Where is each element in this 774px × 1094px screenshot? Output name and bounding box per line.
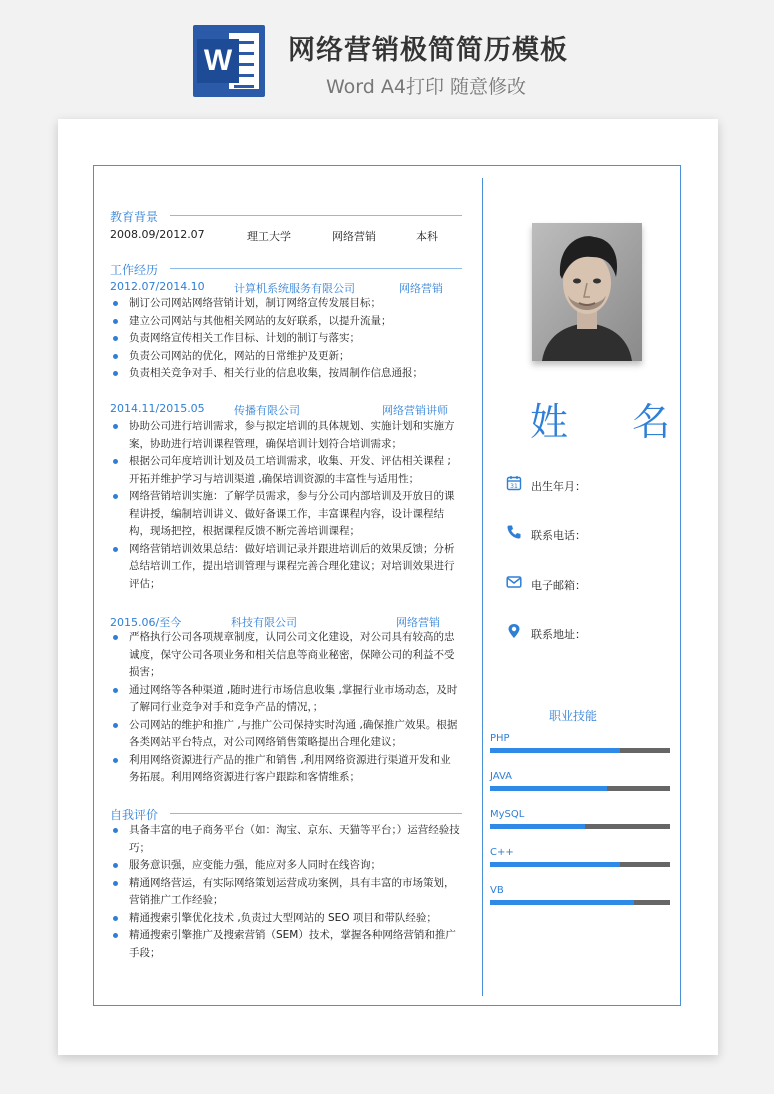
- list-item: 根据公司年度培训计划及员工培训需求，收集、开发、评估相关课程 ;开拓并维护学习与培训渠道 ,确保培训资源的丰富性与适用性；: [110, 453, 460, 488]
- svg-text:31: 31: [510, 483, 518, 490]
- list-item: 负责公司网站的优化，网站的日常维护及更新；: [110, 348, 460, 366]
- skill-bar: [490, 900, 670, 905]
- birth-date-label: 出生年月：: [531, 480, 586, 493]
- education-degree: 本科: [416, 230, 438, 243]
- work-title: 工作经历: [110, 263, 159, 277]
- list-item: 建立公司网站与其他相关网站的友好联系，以提升流量；: [110, 313, 460, 331]
- email-label: 电子邮箱：: [531, 579, 586, 592]
- skill-bar-fill: [490, 862, 620, 867]
- list-item: 精通搜索引擎优化技术 ,负责过大型网站的 SEO 项目和带队经验；: [110, 910, 460, 928]
- job-2-duties: [110, 418, 460, 593]
- job-2-period: 2014.11/2015.05: [110, 402, 205, 415]
- location-pin-icon: [506, 623, 522, 639]
- list-item: 公司网站的维护和推广 ,与推广公司保持实时沟通 ,确保推广效果。根据各类网站平台特点，对公司网络销售策略提出合理化建议；: [110, 717, 460, 752]
- skill-label: MySQL: [490, 809, 525, 820]
- job-3-period: 2015.06/至今: [110, 616, 182, 629]
- job-3-duties: [110, 629, 460, 787]
- list-item: 负责网络宣传相关工作目标、计划的制订与落实；: [110, 330, 460, 348]
- calendar-icon: [506, 475, 522, 491]
- template-title: 网络营销极简简历模板: [288, 35, 568, 66]
- job-1-company: 计算机系统服务有限公司: [234, 282, 355, 295]
- list-item: 制订公司网站网络营销计划，制订网络宣传发展目标；: [110, 295, 460, 313]
- address-label: 联系地址：: [531, 628, 586, 641]
- job-2-company: 传播有限公司: [234, 404, 300, 417]
- skill-bar-fill: [490, 824, 585, 829]
- column-divider: [482, 178, 483, 996]
- skill-label: PHP: [490, 733, 510, 744]
- education-title: 教育背景: [110, 210, 159, 224]
- self-eval-list: [110, 822, 460, 962]
- self-eval-title: 自我评价: [110, 808, 159, 822]
- self-eval-rule: [170, 813, 462, 814]
- template-subtitle: Word A4打印 随意修改: [326, 76, 527, 98]
- skill-bar: [490, 786, 670, 791]
- skills-title: 职业技能: [549, 709, 598, 723]
- profile-photo: [532, 223, 642, 361]
- job-3-position: 网络营销: [396, 616, 440, 629]
- list-item: 服务意识强，应变能力强，能应对多人同时在线咨询；: [110, 857, 460, 875]
- education-major: 网络营销: [332, 230, 376, 243]
- resume-page: [58, 119, 718, 1055]
- list-item: 网络营销培训实施：了解学员需求，参与分公司内部培训及开放日的课程讲授，编制培训讲义、做好备课工作，丰富课程内容，设计课程结构，现场把控，根据课程反馈不断完善培训课程；: [110, 488, 460, 541]
- portrait-image: [532, 223, 642, 361]
- job-1-position: 网络营销: [399, 282, 443, 295]
- list-item: 利用网络资源进行产品的推广和销售 ,利用网络资源进行渠道开发和业务拓展。利用网络资源进行客户跟踪和客情维系；: [110, 752, 460, 787]
- education-rule: [170, 215, 462, 216]
- list-item: 精通搜索引擎推广及搜索营销（SEM）技术，掌握各种网络营销和推广手段；: [110, 927, 460, 962]
- job-1-period: 2012.07/2014.10: [110, 280, 205, 293]
- skill-bar: [490, 748, 670, 753]
- skill-bar: [490, 824, 670, 829]
- job-2-position: 网络营销讲师: [382, 404, 448, 417]
- mail-icon: [506, 574, 522, 590]
- list-item: 协助公司进行培训需求，参与拟定培训的具体规划、实施计划和实施方案，协助进行培训课程管理，确保培训计划符合培训需求；: [110, 418, 460, 453]
- job-3-company: 科技有限公司: [231, 616, 297, 629]
- skill-label: VB: [490, 885, 504, 896]
- phone-label: 联系电话：: [531, 529, 586, 542]
- list-item: 网络营销培训效果总结：做好培训记录并跟进培训后的效果反馈；分析总结培训工作，提出培训管理与课程完善合理化建议；对培训效果进行评估；: [110, 541, 460, 594]
- list-item: 严格执行公司各项规章制度，认同公司文化建设，对公司具有较高的忠诚度，保守公司各项业务和相关信息等商业秘密，保障公司的利益不受损害；: [110, 629, 460, 682]
- skill-label: JAVA: [490, 771, 513, 782]
- skill-label: C++: [490, 847, 514, 858]
- education-school: 理工大学: [247, 230, 291, 243]
- list-item: 具备丰富的电子商务平台（如：淘宝、京东、天猫等平台；）运营经验技巧；: [110, 822, 460, 857]
- word-logo-letter: W: [197, 39, 239, 83]
- skill-bar-fill: [490, 786, 607, 791]
- list-item: 负责相关竞争对手、相关行业的信息收集，按周制作信息通报；: [110, 365, 460, 383]
- skill-bar: [490, 862, 670, 867]
- list-item: 精通网络营运，有实际网络策划运营成功案例，具有丰富的市场策划，营销推广工作经验；: [110, 875, 460, 910]
- skill-bar-fill: [490, 748, 620, 753]
- phone-icon: [506, 524, 522, 540]
- work-rule: [170, 268, 462, 269]
- candidate-name: 姓 名: [530, 400, 697, 444]
- education-period: 2008.09/2012.07: [110, 228, 205, 241]
- skill-bar-fill: [490, 900, 634, 905]
- template-header: [0, 0, 774, 118]
- job-1-duties: [110, 295, 460, 383]
- list-item: 通过网络等各种渠道 ,随时进行市场信息收集 ,掌握行业市场动态，及时了解同行业竞争对手和竞争产品的情况，；: [110, 682, 460, 717]
- word-logo-icon: [193, 25, 265, 97]
